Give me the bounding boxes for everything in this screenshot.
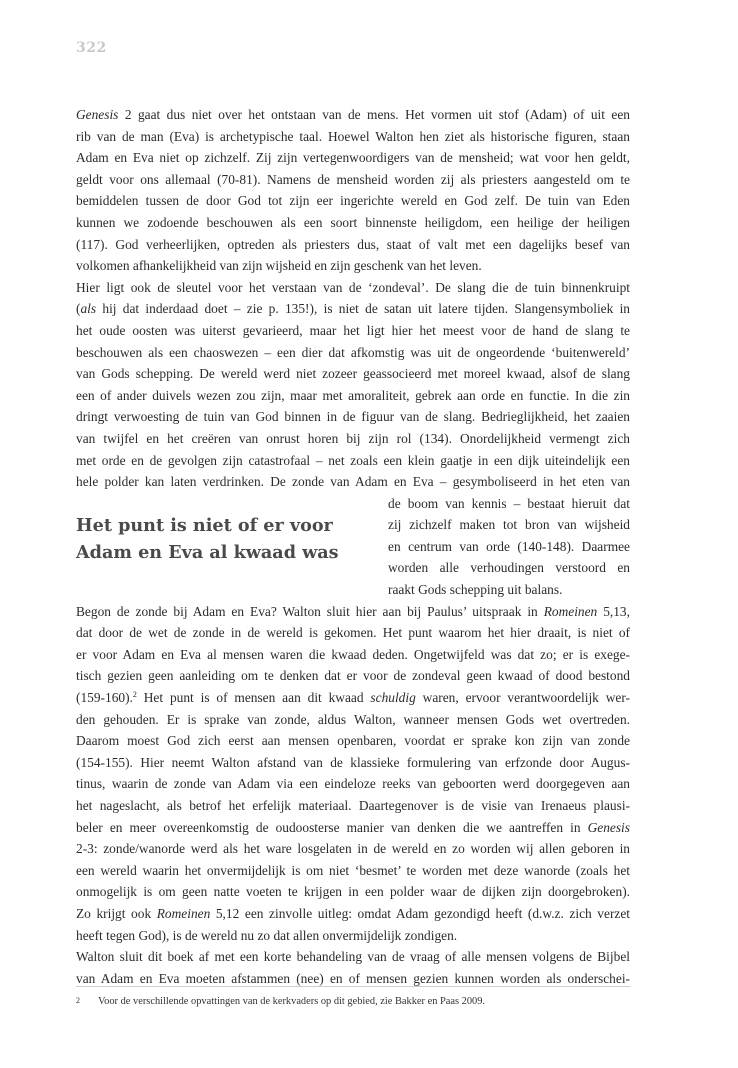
text-line: den gehouden. Er is sprake van zonde, aldus Walton, wanneer mensen Gods wet overtreden. <box>76 711 630 727</box>
text-line: zij zichzelf maken tot bron van wijsheid <box>388 517 630 533</box>
book-title-genesis: Genesis <box>587 819 630 835</box>
text-span: Het punt is of mensen aan dit kwaad <box>136 690 371 706</box>
text-line: en centrum van orde (140-148). Daarmee <box>388 538 630 554</box>
text-line: kunnen we zodoende beschouwen als een soort binnenste heiligdom, een heilige der heiligen <box>76 214 630 230</box>
text-line: tisch gezien geen aanleiding om te denken dat er voor de zondeval geen kwaad of dood bestond <box>76 668 630 684</box>
footnote-text: Voor de verschillende opvattingen van de kerkvaders op dit gebied, zie Bakker en Paas 2009. <box>98 996 486 1007</box>
text-line: tinus, waarin de zonde van Adam via een eindeloze reeks van geboorten werd doorgegeven aan <box>76 776 630 792</box>
text-line: raakt Gods schepping uit balans. <box>388 582 563 598</box>
text-line: van twijfel en het creëren van onrust horen bij zijn rol (134). Onordelijkheid vermengt zich <box>76 430 630 446</box>
text-line: volkomen afhankelijkheid van zijn wijsheid en zijn geschenk van het leven. <box>76 258 482 274</box>
text-span: 5,12 een zinvolle uitleg: omdat Adam gezondigd heeft (d.w.z. zich verzet <box>210 905 630 921</box>
text-line <box>76 817 630 839</box>
text-line: worden alle verhoudingen verstoord en <box>388 560 630 576</box>
text-line: het nageslacht, als betrof het erfelijk materiaal. Daartegenover is de visie van Irenaeus plausi- <box>76 798 630 814</box>
footnote-number: 2 <box>76 996 80 1005</box>
pull-quote <box>76 512 366 566</box>
text-line: 2-3: zonde/wanorde werd als het ware losgelaten in de wereld en zo worden wij allen geboren in <box>76 841 630 857</box>
text-span: Begon de zonde bij Adam en Eva? Walton sluit hier aan bij Paulus’ uitspraak in <box>76 603 544 619</box>
text-span: beler en meer overeenkomstig de oudoosterse manier van denken die we aantreffen in <box>76 819 588 835</box>
text-line: (154-155). Hier neemt Walton afstand van de klassieke formulering van erfzonde door Augus- <box>76 754 630 770</box>
text-line: dringt verwoesting de tuin van God binnen in de figuur van de slang. Bedrieglijkheid, het zaaien <box>76 409 630 425</box>
footnote-ref[interactable]: 2 <box>132 690 137 700</box>
text-line: onmogelijk is om geen natte voeten te krijgen in een polder waar de dijken zijn doorgebroken). <box>76 884 630 900</box>
text-line: er voor Adam en Eva al mensen waren die kwaad deden. Ongetwijfeld was dat zo; er is exege- <box>76 646 630 662</box>
text-span: waren, ervoor verantwoordelijk wer- <box>415 690 630 706</box>
page-number: 322 <box>76 40 107 56</box>
text-line <box>76 903 630 925</box>
text-line: Daarom moest God zich eerst aan mensen openbaren, voordat er sprake kon zijn van zonde <box>76 733 630 749</box>
text-span: Zo krijgt ook <box>76 905 157 921</box>
text-line: heeft tegen God), is de wereld nu zo dat allen onvermijdelijk zondigen. <box>76 927 458 943</box>
emphasis-schuldig: schuldig <box>370 690 416 706</box>
text-line: met orde en de gevolgen zijn catastrofaal – net zoals een klein gaatje in een dijk uiteindelijk een <box>76 452 630 468</box>
text-line: de boom van kennis – bestaat hieruit dat <box>388 495 630 511</box>
pullquote-row <box>76 493 630 579</box>
text-line <box>76 104 630 126</box>
pull-quote-line: Het punt is niet of er voor <box>76 514 333 536</box>
text-line: een of ander duivels wezen zou zijn, maar met amoraliteit, gebrek aan orde en functie. In die zin <box>76 387 630 403</box>
text-line: bemiddelen tussen de door God tot zijn eer ingerichte wereld en God zelf. De tuin van Eden <box>76 193 630 209</box>
body-text <box>76 104 630 989</box>
text-line <box>76 601 630 623</box>
text-line: Adam en Eva niet op zichzelf. Zij zijn vertegenwoordigers van de mensheid; wat voor hen geldt, <box>76 150 630 166</box>
text-line <box>76 298 630 320</box>
text-line: dat door de wet de zonde in de wereld is gekomen. Het punt waarom het hier draait, is niet of <box>76 625 630 641</box>
book-title-romeinen: Romeinen <box>156 905 211 921</box>
text-span: (159-160). <box>76 690 133 706</box>
wrapped-text-column <box>388 493 630 579</box>
text-span: ( <box>76 301 81 317</box>
book-title-genesis: Genesis <box>76 107 119 122</box>
text-line: geldt voor ons allemaal (70-81). Namens de mensheid worden zij als priesters aangesteld om te <box>76 171 630 187</box>
text-line: een wereld waarin het onvermijdelijk is om niet ‘besmet’ te worden met deze wanorde (zoals het <box>76 862 630 878</box>
text-line: van Gods schepping. De wereld werd niet zozeer geassocieerd met moreel kwaad, alsof de slang <box>76 366 630 382</box>
text-line: rib van de man (Eva) is archetypische taal. Hoewel Walton hen ziet als historische figuren, staan <box>76 128 630 144</box>
text-line: van Adam en Eva moeten afstammen (nee) en of mensen gezien kunnen worden als onderschei- <box>76 970 630 986</box>
text-line: Hier ligt ook de sleutel voor het verstaan van de ‘zondeval’. De slang die de tuin binnenkruipt <box>76 279 630 295</box>
text-span: 5,13, <box>597 603 630 619</box>
text-span: hij dat inderdaad doet – zie p. 135!), is niet de satan uit latere tijden. Slangensymboliek in <box>96 301 630 317</box>
emphasis-als: als <box>80 301 97 317</box>
text-line <box>76 687 630 709</box>
pull-quote-line: Adam en Eva al kwaad was <box>76 541 339 563</box>
footnote-divider <box>76 986 630 987</box>
text-line: Walton sluit dit boek af met een korte behandeling van de vraag of alle mensen volgens de Bijbel <box>76 949 630 965</box>
text-line: het oude oosten was uiterst gevarieerd, maar het ligt hier het meest voor de hand de slang te <box>76 322 630 338</box>
wrap-tail-row <box>76 579 630 601</box>
text-line: (117). God verheerlijken, optreden als priesters dus, staat of valt met een dagelijks besef van <box>76 236 630 252</box>
text-span: 2 gaat dus niet over het ontstaan van de mens. Het vormen uit stof (Adam) of uit een <box>118 107 630 122</box>
book-title-romeinen: Romeinen <box>543 603 598 619</box>
text-line: hele polder kan laten verdrinken. De zonde van Adam en Eva – gesymboliseerd in het eten van <box>76 474 630 490</box>
text-line: beschouwen als een chaoswezen – een dier dat afkomstig was uit de ongeordende ‘buitenwereld’ <box>76 344 630 360</box>
